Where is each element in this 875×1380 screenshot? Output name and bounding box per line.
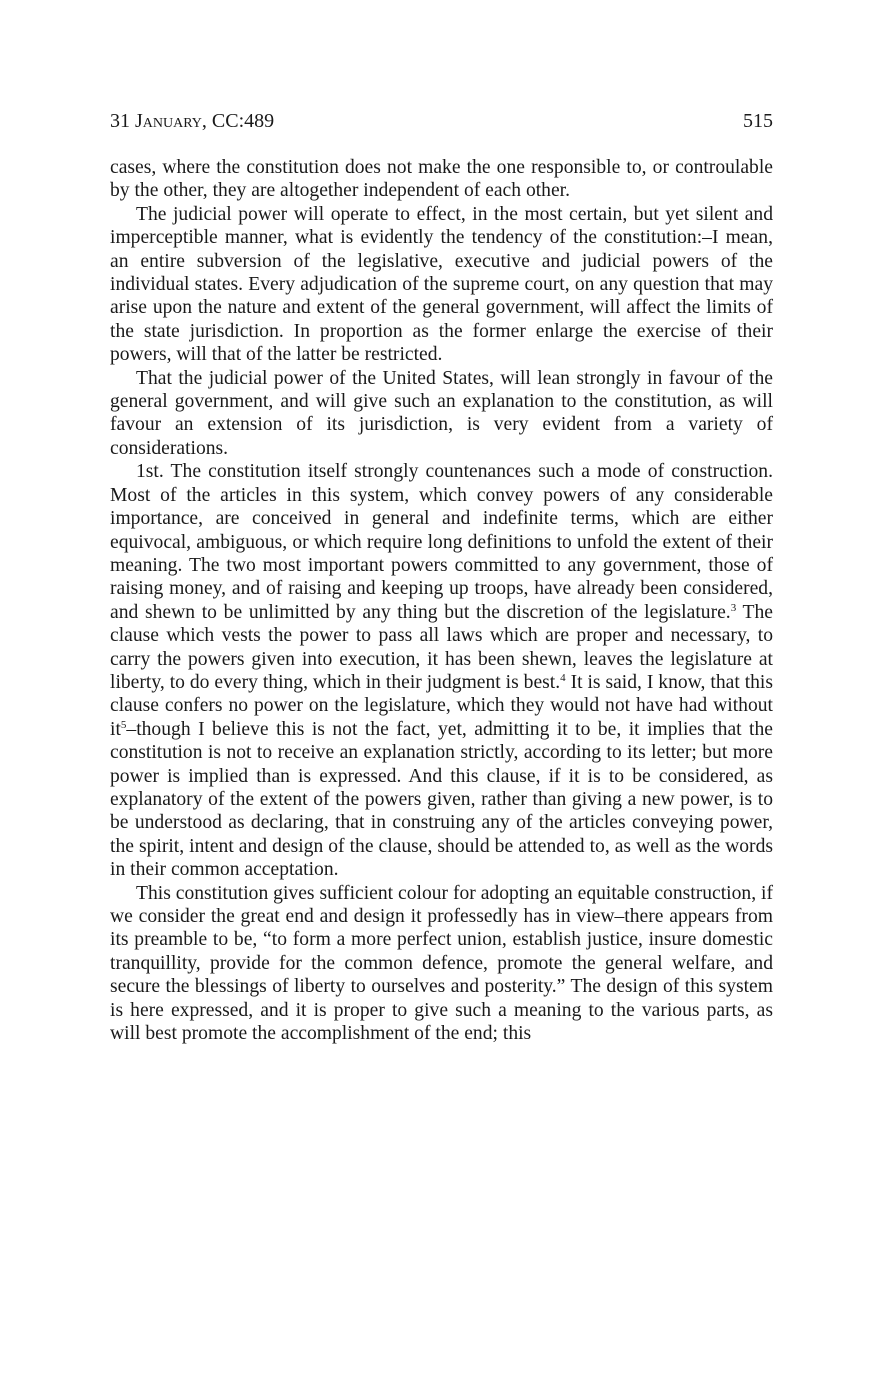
running-head-left: 31 January, CC:489 — [110, 110, 275, 132]
paragraph-text: The clause which vests the power to pass all laws which are proper and necessary, to carry the powers given into execution, it has been shewn, leaves the legislature at liberty, to do every thing, which in their judgment is best. — [110, 601, 773, 693]
paragraph-text: –though I believe this is not the fact, yet, admitting it to be, it implies that the constitution is not to receive an explanation strictly, according to its letter; but more power is implied than is expressed. And this clause, if it is to be considered, as explanatory of the extent of the powers given, rather than giving a new power, is to be understood as declaring, that in construing any of the articles conveying power, the spirit, intent and design of the clause, should be attended to, as well as the words in their common acceptation. — [110, 718, 773, 881]
body-text — [110, 156, 773, 1045]
footnote-marker: 4 — [560, 671, 566, 684]
page-number: 515 — [743, 110, 773, 132]
running-head-doc-id: CC:489 — [211, 110, 275, 132]
paragraph-text: The judicial power will operate to effect, in the most certain, but yet silent and imperceptible manner, what is evidently the tendency of the constitution:–I mean, an entire subversion of the legislative, executive and judicial powers of the individual states. Every adjudication of the supreme court, on any question that may arise upon the nature and extent of the general government, will affect the limits of the state jurisdiction. In proportion as the former enlarge the exercise of their powers, will that of the latter be restricted. — [110, 203, 773, 366]
paragraph-text: cases, where the constitution does not make the one responsible to, or controulable by the other, they are altogether independent of each other. — [110, 157, 773, 202]
paragraph — [110, 203, 773, 367]
paragraph — [110, 882, 773, 1046]
paragraph — [110, 367, 773, 461]
paragraph-text: That the judicial power of the United States, will lean strongly in favour of the general government, and will give such an explanation to the constitution, as will favour an extension of its jurisdiction, is very evident from a variety of considerations. — [110, 367, 773, 459]
paragraph-text: It is said, I know, that this clause confers no power on the legislature, which they would not have had without it — [110, 671, 774, 740]
footnote-marker: 5 — [120, 718, 127, 731]
document-page — [110, 108, 773, 1045]
running-head-date: 31 January — [110, 110, 202, 132]
paragraph — [110, 460, 773, 881]
running-head — [110, 108, 773, 134]
paragraph-text: 1st. The constitution itself strongly countenances such a mode of construction. Most of the articles in this system, which convey powers of any considerable importance, are conceived in general and indefinite terms, which are either equivocal, ambiguous, or which require long definitions to unfold the extent of their meaning. The two most important powers committed to any government, those of raising money, and of raising and keeping up troops, have already been considered, and shewn to be unlimitted by any thing but the discretion of the legislature. — [110, 461, 773, 623]
paragraph-text: This constitution gives sufficient colour for adopting an equitable construction, if we consider the great end and design it professedly has in view–there appears from its preamble to be, “to form a more perfect union, establish justice, insure domestic tranquillity, provide for the common defence, promote the general welfare, and secure the blessings of liberty to ourselves and posterity.” The design of this system is here expressed, and it is proper to give such a meaning to the various parts, as will best promote the accomplishment of the end; this — [110, 882, 773, 1045]
footnote-marker: 3 — [730, 601, 737, 614]
paragraph — [110, 156, 773, 203]
